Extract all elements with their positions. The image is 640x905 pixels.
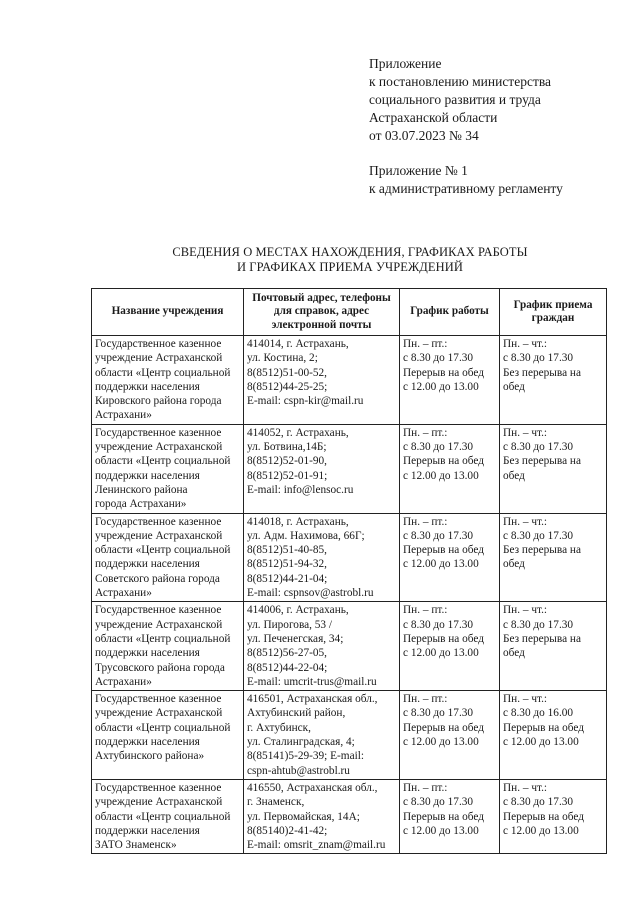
cell-line: учреждение Астраханской bbox=[95, 352, 223, 365]
cell-line: Перерыв на обед bbox=[503, 810, 584, 823]
work-schedule-cell bbox=[400, 513, 500, 602]
work-schedule-cell bbox=[400, 424, 500, 513]
cell-line: с 12.00 до 13.00 bbox=[403, 380, 479, 393]
cell-line: Астрахани» bbox=[95, 409, 152, 422]
cell-line: Без перерыва на bbox=[503, 632, 581, 645]
cell-line: Пн. – чт.: bbox=[503, 426, 548, 439]
cell-line: с 8.30 до 17.30 bbox=[403, 618, 474, 631]
title-line: И ГРАФИКАХ ПРИЕМА УЧРЕЖДЕНИЙ bbox=[236, 260, 464, 274]
cell-line: Пн. – чт.: bbox=[503, 338, 548, 350]
cell-line: 416501, Астраханская обл., bbox=[247, 693, 378, 706]
table-row bbox=[92, 513, 607, 602]
cell-line: Государственное казенное bbox=[95, 426, 222, 439]
cell-line: с 8.30 до 17.30 bbox=[403, 707, 474, 720]
cell-line: Пн. – пт.: bbox=[403, 338, 448, 350]
cell-line: Без перерыва на bbox=[503, 544, 581, 557]
table-row bbox=[92, 691, 607, 780]
cell-line: ул. Ботвина,14Б; bbox=[247, 441, 327, 454]
cell-line: Перерыв на обед bbox=[403, 810, 484, 823]
institutions-table bbox=[91, 288, 607, 854]
cell-line: учреждение Астраханской bbox=[95, 441, 223, 454]
cell-line: ул. Пирогова, 53 / bbox=[247, 618, 333, 631]
cell-line: 8(8512)44-22-04; bbox=[247, 661, 328, 674]
cell-line: поддержки населения bbox=[95, 647, 200, 660]
cell-line: Пн. – пт.: bbox=[403, 781, 448, 794]
cell-line: Трусовского района города bbox=[95, 661, 225, 674]
cell-line: Государственное казенное bbox=[95, 604, 222, 617]
cell-line: 8(8512)51-00-52, bbox=[247, 366, 328, 379]
cell-line: с 8.30 до 16.00 bbox=[503, 707, 574, 720]
table-row bbox=[92, 424, 607, 513]
cell-line: Без перерыва на bbox=[503, 366, 581, 379]
work-schedule-cell bbox=[400, 691, 500, 780]
cell-line: с 8.30 до 17.30 bbox=[503, 352, 574, 365]
cell-line: области «Центр социальной bbox=[95, 632, 231, 645]
cell-line: cspn-ahtub@astrobl.ru bbox=[247, 764, 350, 777]
reception-schedule-cell bbox=[500, 336, 607, 425]
cell-line: E-mail: info@lensoc.ru bbox=[247, 483, 354, 496]
cell-line: 414014, г. Астрахань, bbox=[247, 338, 349, 350]
institution-name-cell bbox=[92, 691, 244, 780]
cell-line: учреждение Астраханской bbox=[95, 796, 223, 809]
appendix-line: социального развития и труда bbox=[369, 92, 541, 107]
institution-name-cell bbox=[92, 779, 244, 853]
cell-line: с 12.00 до 13.00 bbox=[403, 469, 479, 482]
cell-line: Советского района города bbox=[95, 572, 220, 585]
cell-line: поддержки населения bbox=[95, 824, 200, 837]
cell-line: 8(85140)2-41-42; bbox=[247, 824, 328, 837]
appendix-reference: к административному регламенту bbox=[369, 181, 563, 196]
cell-line: с 12.00 до 13.00 bbox=[403, 824, 479, 837]
cell-line: Астрахани» bbox=[95, 587, 152, 600]
cell-line: с 8.30 до 17.30 bbox=[503, 796, 574, 809]
cell-line: г. Знаменск, bbox=[247, 796, 305, 809]
cell-line: с 8.30 до 17.30 bbox=[403, 441, 474, 454]
cell-line: поддержки населения bbox=[95, 469, 200, 482]
cell-line: Перерыв на обед bbox=[403, 721, 484, 734]
table-row bbox=[92, 602, 607, 691]
cell-line: учреждение Астраханской bbox=[95, 529, 223, 542]
work-schedule-cell bbox=[400, 602, 500, 691]
cell-line: ул. Сталинградская, 4; bbox=[247, 736, 355, 749]
reception-schedule-cell bbox=[500, 424, 607, 513]
institution-name-cell bbox=[92, 424, 244, 513]
cell-line: ул. Печенегская, 34; bbox=[247, 632, 344, 645]
cell-line: Пн. – чт.: bbox=[503, 604, 548, 617]
cell-line: ул. Костина, 2; bbox=[247, 352, 318, 365]
address-cell bbox=[244, 602, 400, 691]
cell-line: E-mail: omsrit_znam@mail.ru bbox=[247, 839, 386, 852]
work-schedule-cell bbox=[400, 779, 500, 853]
address-cell bbox=[244, 691, 400, 780]
cell-line: 8(8512)51-94-32, bbox=[247, 558, 328, 571]
cell-line: 416550, Астраханская обл., bbox=[247, 781, 378, 794]
address-cell bbox=[244, 779, 400, 853]
cell-line: Ахтубинский район, bbox=[247, 707, 346, 720]
institution-name-cell bbox=[92, 513, 244, 602]
cell-line: E-mail: cspnsov@astrobl.ru bbox=[247, 587, 374, 600]
table-row bbox=[92, 336, 607, 425]
cell-line: с 12.00 до 13.00 bbox=[403, 647, 479, 660]
table-row bbox=[92, 779, 607, 853]
cell-line: 8(8512)56-27-05, bbox=[247, 647, 328, 660]
cell-line: Пн. – чт.: bbox=[503, 693, 548, 706]
cell-line: Перерыв на обед bbox=[403, 455, 484, 468]
institution-name-cell bbox=[92, 602, 244, 691]
appendix-number: Приложение № 1 bbox=[369, 163, 468, 178]
cell-line: 8(8512)52-01-91; bbox=[247, 469, 328, 482]
cell-line: поддержки населения bbox=[95, 736, 200, 749]
appendix-header bbox=[369, 55, 629, 198]
cell-line: области «Центр социальной bbox=[95, 721, 231, 734]
cell-line: 8(8512)52-01-90, bbox=[247, 455, 328, 468]
reception-schedule-cell bbox=[500, 779, 607, 853]
cell-line: с 8.30 до 17.30 bbox=[403, 529, 474, 542]
cell-line: Государственное казенное bbox=[95, 338, 222, 350]
cell-line: Государственное казенное bbox=[95, 781, 222, 794]
cell-line: обед bbox=[503, 380, 525, 393]
cell-line: E-mail: cspn-kir@mail.ru bbox=[247, 395, 364, 408]
cell-line: области «Центр социальной bbox=[95, 544, 231, 557]
reception-schedule-cell bbox=[500, 513, 607, 602]
reception-schedule-cell bbox=[500, 691, 607, 780]
cell-line: 8(8512)44-25-25; bbox=[247, 380, 328, 393]
cell-line: Кировского района города bbox=[95, 395, 222, 408]
appendix-line: Астраханской области bbox=[369, 110, 498, 125]
cell-line: 8(8512)51-40-85, bbox=[247, 544, 328, 557]
cell-line: ул. Первомайская, 14А; bbox=[247, 810, 360, 823]
reception-schedule-cell bbox=[500, 602, 607, 691]
cell-line: Государственное казенное bbox=[95, 515, 222, 528]
title-line: СВЕДЕНИЯ О МЕСТАХ НАХОЖДЕНИЯ, ГРАФИКАХ РАБОТЫ bbox=[172, 245, 528, 259]
cell-line: с 12.00 до 13.00 bbox=[503, 824, 579, 837]
cell-line: с 12.00 до 13.00 bbox=[403, 558, 479, 571]
cell-line: г. Ахтубинск, bbox=[247, 721, 311, 734]
cell-line: 8(8512)44-21-04; bbox=[247, 572, 328, 585]
cell-line: обед bbox=[503, 558, 525, 571]
cell-line: ЗАТО Знаменск» bbox=[95, 839, 177, 852]
cell-line: Астрахани» bbox=[95, 675, 152, 688]
cell-line: области «Центр социальной bbox=[95, 810, 231, 823]
cell-line: поддержки населения bbox=[95, 380, 200, 393]
column-header-work-schedule: График работы bbox=[400, 289, 500, 336]
cell-line: 414052, г. Астрахань, bbox=[247, 426, 349, 439]
cell-line: 8(85141)5-29-39; E-mail: bbox=[247, 750, 365, 763]
cell-line: с 12.00 до 13.00 bbox=[503, 736, 579, 749]
document-title bbox=[90, 245, 610, 275]
cell-line: Перерыв на обед bbox=[403, 632, 484, 645]
cell-line: города Астрахани» bbox=[95, 498, 187, 511]
cell-line: Пн. – чт.: bbox=[503, 781, 548, 794]
cell-line: области «Центр социальной bbox=[95, 366, 231, 379]
spacer bbox=[369, 145, 629, 162]
column-header-address: Почтовый адрес, телефоны для справок, адрес электронной почты bbox=[244, 289, 400, 336]
cell-line: ул. Адм. Нахимова, 66Г; bbox=[247, 529, 365, 542]
cell-line: Ленинского района bbox=[95, 483, 188, 496]
cell-line: Перерыв на обед bbox=[503, 721, 584, 734]
address-cell bbox=[244, 513, 400, 602]
cell-line: с 8.30 до 17.30 bbox=[403, 796, 474, 809]
cell-line: Перерыв на обед bbox=[403, 366, 484, 379]
appendix-line: к постановлению министерства bbox=[369, 74, 552, 89]
cell-line: с 8.30 до 17.30 bbox=[503, 618, 574, 631]
cell-line: 414018, г. Астрахань, bbox=[247, 515, 349, 528]
cell-line: обед bbox=[503, 647, 525, 660]
cell-line: учреждение Астраханской bbox=[95, 707, 223, 720]
cell-line: Пн. – пт.: bbox=[403, 426, 448, 439]
cell-line: E-mail: umcrit-trus@mail.ru bbox=[247, 675, 377, 688]
cell-line: поддержки населения bbox=[95, 558, 200, 571]
cell-line: Перерыв на обед bbox=[403, 544, 484, 557]
cell-line: с 8.30 до 17.30 bbox=[503, 529, 574, 542]
work-schedule-cell bbox=[400, 336, 500, 425]
cell-line: Государственное казенное bbox=[95, 693, 222, 706]
address-cell bbox=[244, 336, 400, 425]
address-cell bbox=[244, 424, 400, 513]
cell-line: Пн. – пт.: bbox=[403, 604, 448, 617]
cell-line: области «Центр социальной bbox=[95, 455, 231, 468]
cell-line: Пн. – пт.: bbox=[403, 515, 448, 528]
cell-line: с 8.30 до 17.30 bbox=[403, 352, 474, 365]
appendix-line: Приложение bbox=[369, 56, 442, 71]
institution-name-cell bbox=[92, 336, 244, 425]
table-body bbox=[92, 336, 607, 854]
cell-line: Без перерыва на bbox=[503, 455, 581, 468]
cell-line: Пн. – чт.: bbox=[503, 515, 548, 528]
cell-line: 414006, г. Астрахань, bbox=[247, 604, 349, 617]
cell-line: с 12.00 до 13.00 bbox=[403, 736, 479, 749]
table-header-row bbox=[92, 289, 607, 336]
cell-line: обед bbox=[503, 469, 525, 482]
cell-line: Ахтубинского района» bbox=[95, 750, 205, 763]
appendix-line: от 03.07.2023 № 34 bbox=[369, 128, 479, 143]
cell-line: с 8.30 до 17.30 bbox=[503, 441, 574, 454]
cell-line: учреждение Астраханской bbox=[95, 618, 223, 631]
column-header-name: Название учреждения bbox=[92, 289, 244, 336]
cell-line: Пн. – пт.: bbox=[403, 693, 448, 706]
column-header-reception-schedule: График приема граждан bbox=[500, 289, 607, 336]
